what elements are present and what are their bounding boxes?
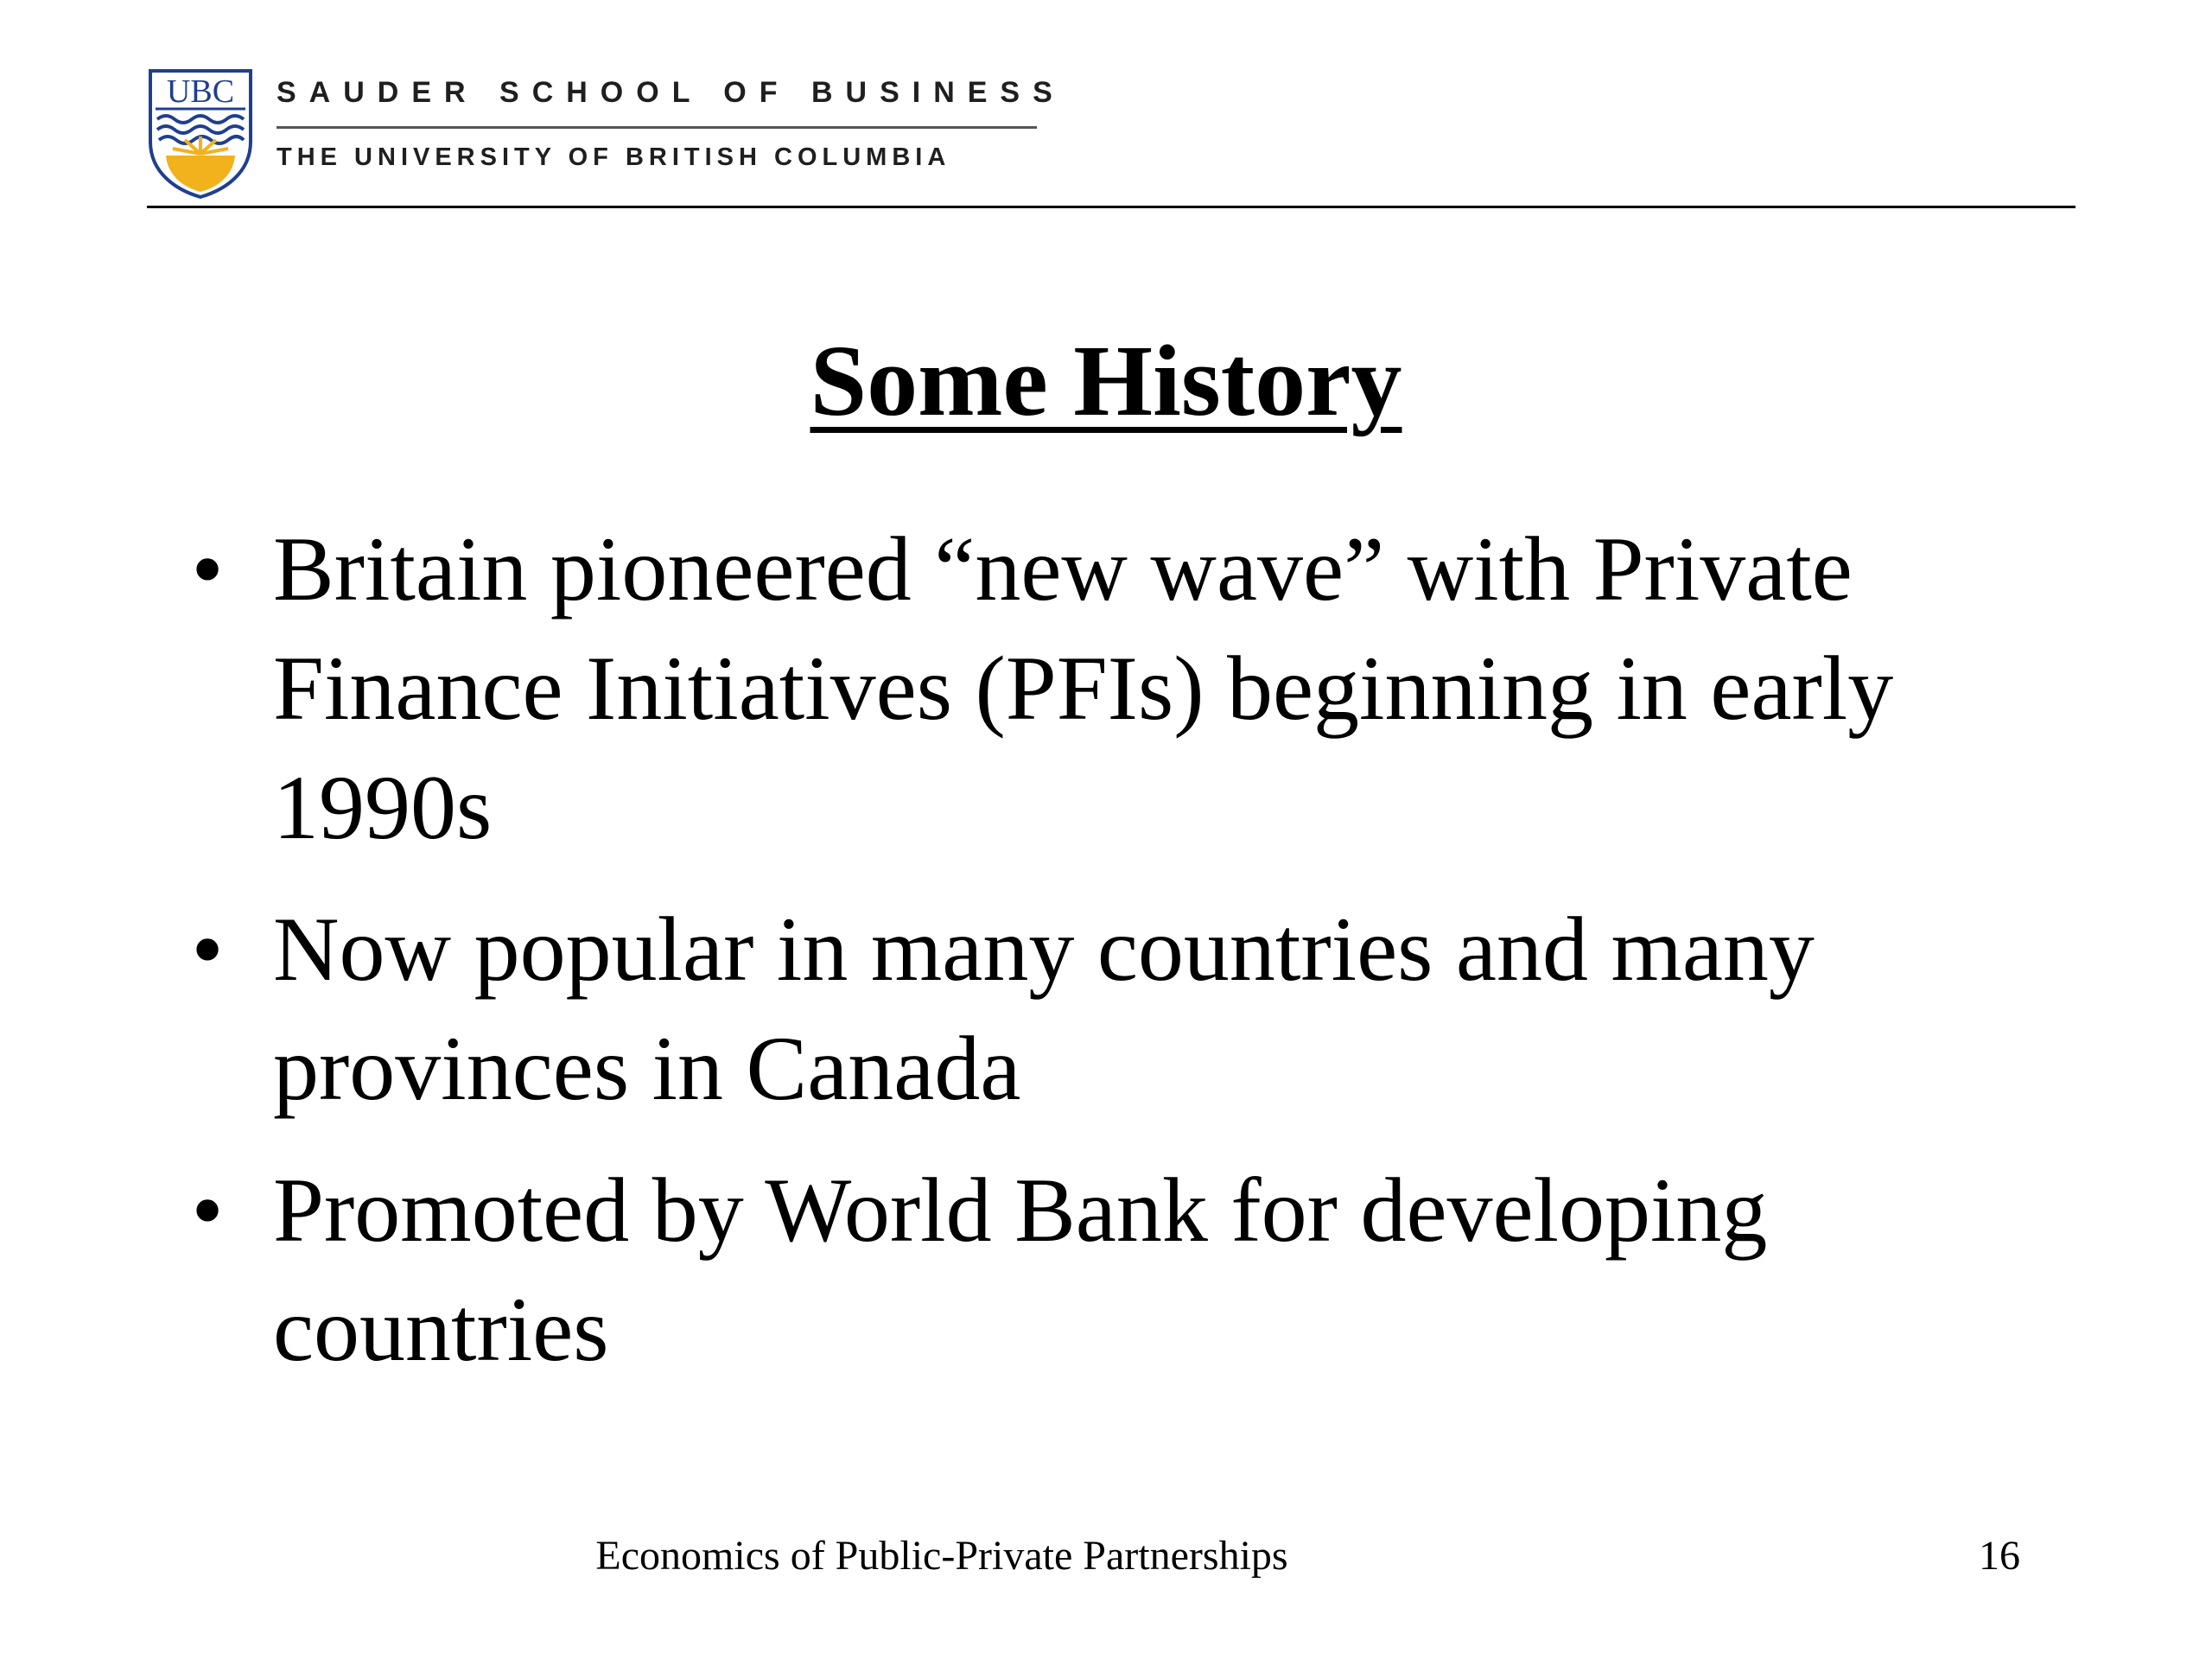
- bullet-item: [181, 890, 2082, 1128]
- slide-header: [147, 67, 2074, 206]
- footer-title: Economics of Public-Private Partnerships: [595, 1533, 1288, 1579]
- header-divider: [147, 206, 2075, 208]
- bullet-icon: •: [191, 518, 224, 620]
- bullet-item: [181, 1151, 2082, 1389]
- bullet-text: Now popular in many countries and many provinces in Canada: [273, 899, 1815, 1119]
- bullet-text: Britain pioneered “new wave” with Private Finance Initiatives (PFIs) beginning in early 1990s: [273, 518, 1894, 858]
- ubc-shield-logo: [147, 67, 254, 199]
- bullet-text: Promoted by World Bank for developing countries: [273, 1160, 1768, 1380]
- bullet-list: [181, 510, 2082, 1412]
- ubc-logo-text: UBC: [166, 73, 235, 110]
- wordmark-divider: [276, 126, 1037, 129]
- university-name: THE UNIVERSITY OF BRITISH COLUMBIA: [276, 143, 951, 171]
- bullet-icon: •: [191, 899, 224, 1000]
- school-name: SAUDER SCHOOL OF BUSINESS: [276, 76, 1065, 109]
- school-wordmark: [276, 78, 1065, 170]
- slide-title: Some History: [810, 324, 1402, 437]
- page-number: 16: [1979, 1533, 2020, 1579]
- bullet-icon: •: [191, 1160, 224, 1261]
- bullet-item: [181, 510, 2082, 868]
